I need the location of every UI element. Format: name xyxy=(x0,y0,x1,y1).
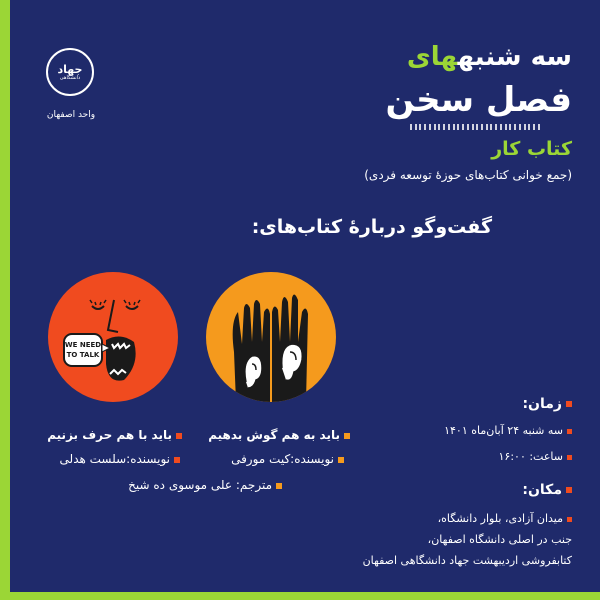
place-line3: کتابفروشی اردیبهشت جهاد دانشگاهی اصفهان xyxy=(362,554,572,567)
time-label: زمان: xyxy=(522,396,572,412)
speech-bubble-line1: WE NEED xyxy=(64,341,102,349)
listening-hands-illustration xyxy=(206,272,336,402)
time-clock: ساعت: ۱۶:۰۰ xyxy=(499,450,572,463)
talking-face-icon xyxy=(48,272,178,402)
book1-author: نویسنده:کیت مورفی xyxy=(231,452,344,466)
accent-strip-left xyxy=(0,0,10,600)
logo-caption: واحد اصفهان xyxy=(46,110,96,120)
title-part1: سه شنبه xyxy=(457,42,572,72)
book2-translator: مترجم: علی موسوی ده شیخ xyxy=(128,478,282,492)
poster-title-line1 xyxy=(407,42,572,72)
book-subtitle: (جمع خوانی کتاب‌های حوزهٔ توسعه فردی) xyxy=(364,168,572,182)
bullet-square-icon xyxy=(566,487,572,493)
speech-bubble-line2: TO TALK xyxy=(66,351,100,359)
book1-title: باید به هم گوش بدهیم xyxy=(208,428,350,442)
place-line1: میدان آزادی، بلوار دانشگاه، xyxy=(438,512,572,525)
bullet-square-icon xyxy=(567,455,572,460)
time-date: سه شنبه ۲۴ آبان‌ماه ۱۴۰۱ xyxy=(444,424,572,437)
logo-name: جهاد xyxy=(57,62,83,76)
bullet-square-icon xyxy=(276,483,282,489)
bullet-square-icon xyxy=(338,457,344,463)
bullet-square-icon xyxy=(174,457,180,463)
listening-hands-icon xyxy=(206,272,336,402)
title-part2: های xyxy=(406,42,458,72)
bullet-square-icon xyxy=(566,401,572,407)
accent-strip-bottom xyxy=(0,592,600,600)
place-line2: جنب در اصلی دانشگاه اصفهان، xyxy=(427,533,572,546)
talking-face-illustration xyxy=(48,272,178,402)
bullet-square-icon xyxy=(567,517,572,522)
bullet-square-icon xyxy=(176,433,182,439)
book2-author: نویسنده:سلست هدلی xyxy=(60,452,180,466)
place-label: مکان: xyxy=(522,482,572,498)
jahad-logo xyxy=(46,48,94,96)
bullet-square-icon xyxy=(344,433,350,439)
section-heading: گفت‌وگو دربارهٔ کتاب‌های: xyxy=(251,216,492,238)
bullet-square-icon xyxy=(567,429,572,434)
decorative-dots xyxy=(410,124,540,130)
poster-title-line2: فصل سخن xyxy=(385,80,572,120)
book2-title: باید با هم حرف بزنیم xyxy=(47,428,182,442)
book-title: کتاب کار xyxy=(491,138,572,160)
logo-sub: دانشگاهی xyxy=(59,74,81,81)
